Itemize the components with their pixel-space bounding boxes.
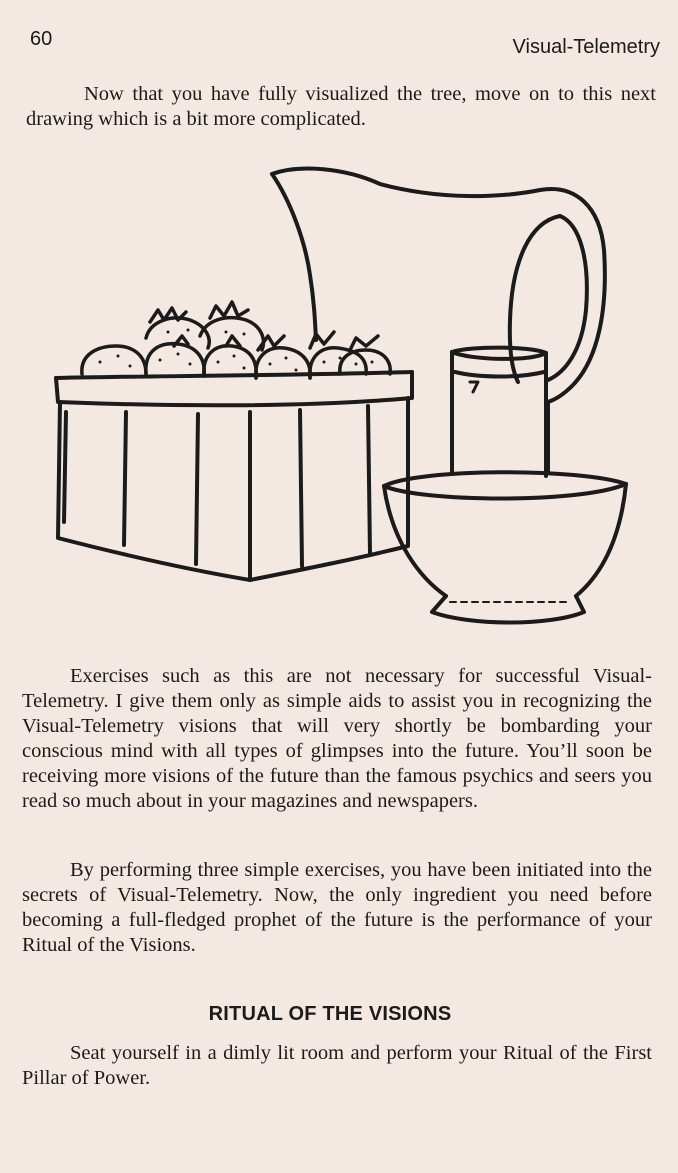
running-title: Visual-Telemetry <box>512 36 660 58</box>
body-paragraph-1: Exercises such as this are not necessary for successful Visual-Telemetry. I give them only as simple aids to assist you in recognizing the Visual-Telemetry visions that will very shortly be bombarding your conscious mind with all types of glimpses into the future. You’ll soon be receiving more visions of the future than the famous psychics and seers you read so much about in your magazines and newspapers. <box>22 665 652 812</box>
body-paragraph-2: By performing three simple exercises, you have been initiated into the secrets of Visual-Telemetry. Now, the only ingredient you need before becoming a full-fledged prophet of the future is the performance of your Ritual of the Visions. <box>22 859 652 956</box>
body-paragraph-3: Seat yourself in a dimly lit room and perform your Ritual of the First Pillar of Power. <box>22 1042 652 1089</box>
page-number: 60 <box>30 28 53 50</box>
basket-drawing <box>56 372 412 580</box>
intro-paragraph: Now that you have fully visualized the tree, move on to this next drawing which is a bit more complicated. <box>26 83 656 130</box>
glass-drawing <box>452 348 546 476</box>
section-heading: RITUAL OF THE VISIONS <box>208 1003 452 1025</box>
pitcher-drawing <box>272 169 605 472</box>
strawberries-drawing <box>82 302 390 378</box>
still-life-illustration <box>0 150 678 630</box>
bowl-drawing <box>384 472 626 622</box>
